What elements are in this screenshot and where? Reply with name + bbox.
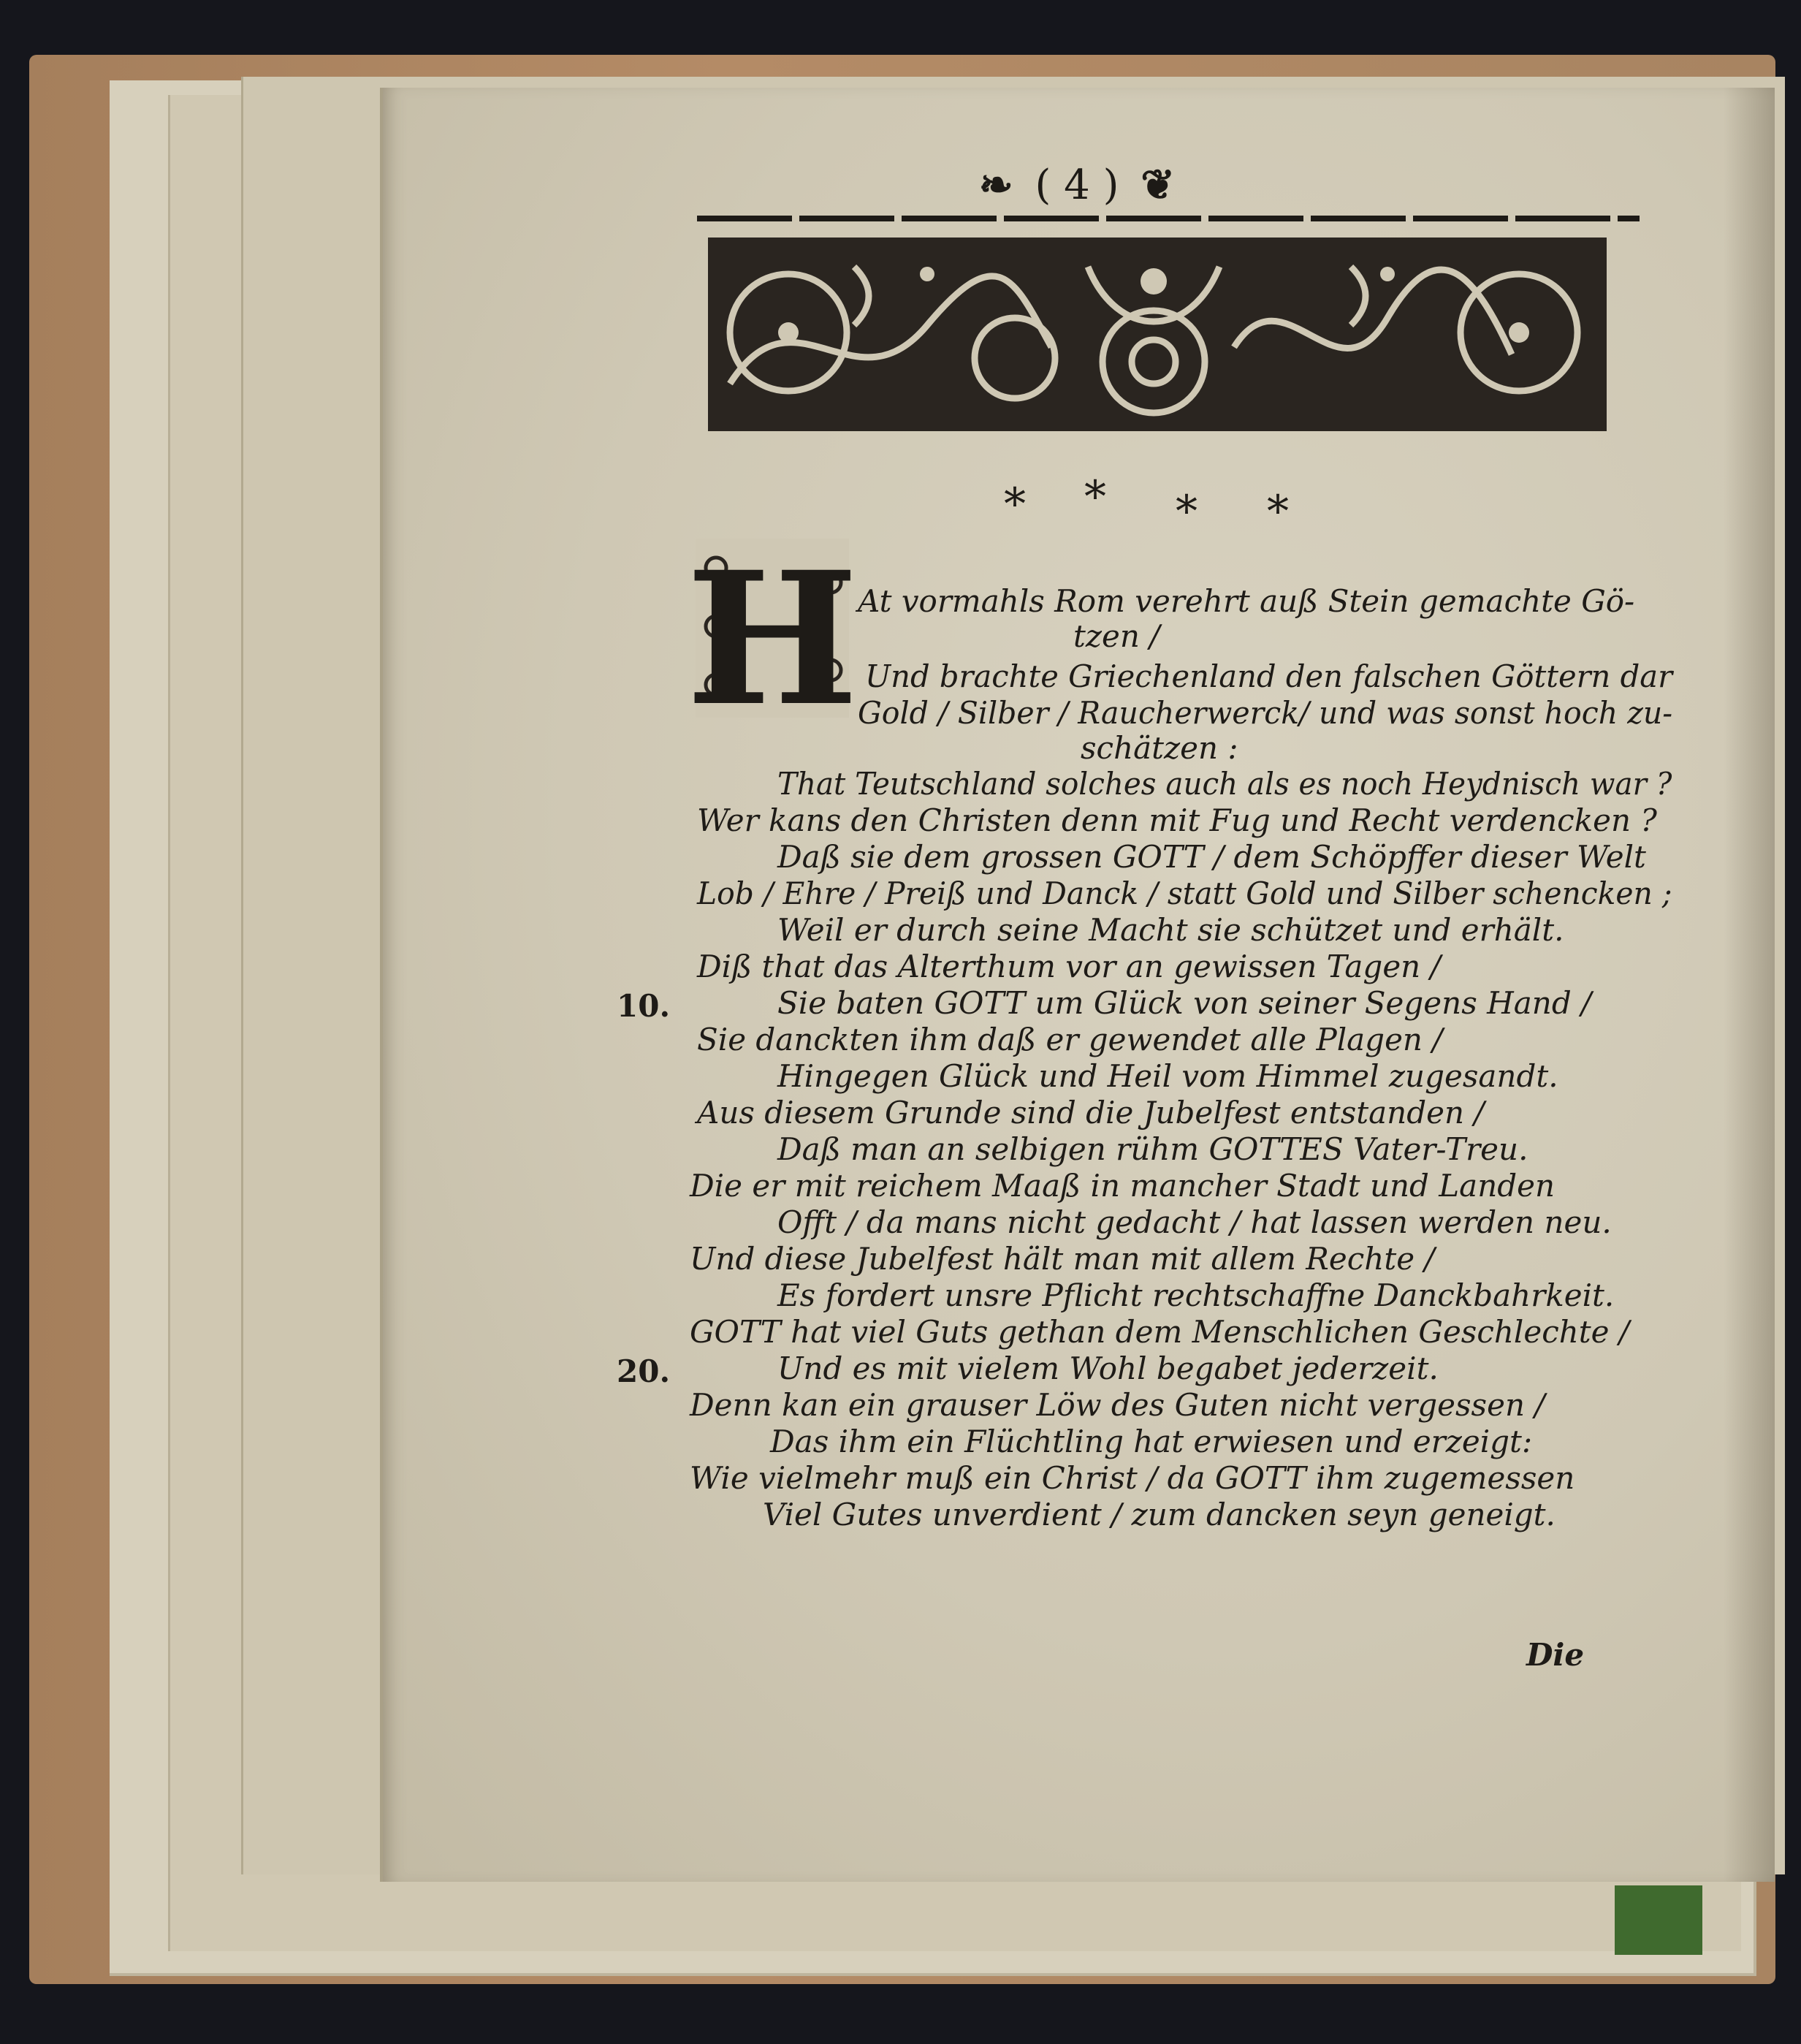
initial-letter: H <box>685 531 859 746</box>
text-line: Es fordert unsre Pflicht rechtschaffne Danckbahrkeit. <box>777 1277 1615 1313</box>
green-tab <box>1615 1885 1702 1955</box>
text-line: Daß sie dem grossen GOTT / dem Schöpffer dieser Welt <box>777 839 1646 875</box>
asterisk: * <box>1176 486 1198 537</box>
text-line: Offt / da mans nicht gedacht / hat lassen werden neu. <box>777 1204 1612 1240</box>
asterism <box>1004 471 1311 537</box>
text-line: Gold / Silber / Raucherwerck/ und was sonst hoch zu- <box>858 695 1673 731</box>
floral-headpiece-ornament-icon <box>708 238 1607 431</box>
text-line: Sie baten GOTT um Glück von seiner Segens Hand / <box>777 985 1592 1021</box>
text-line: Viel Gutes unverdient / zum dancken seyn geneigt. <box>763 1497 1556 1532</box>
text-line: Diß that das Alterthum vor an gewissen Tagen / <box>697 949 1441 984</box>
text-line: Und diese Jubelfest hält man mit allem Rechte / <box>690 1241 1435 1277</box>
catchword: Die <box>1526 1637 1585 1673</box>
text-line: Daß man an selbigen rühm GOTTES Vater-Treu. <box>777 1131 1528 1167</box>
text-line: That Teutschland solches auch als es noch Heydnisch war ? <box>777 766 1672 802</box>
text-line: Denn kan ein grauser Löw des Guten nicht vergessen / <box>690 1387 1545 1423</box>
header-rule <box>697 216 1640 221</box>
text-line: schätzen : <box>1081 730 1238 766</box>
text-line: Wer kans den Christen denn mit Fug und Recht verdencken ? <box>697 802 1657 838</box>
right-ornament-icon: ❦ <box>1141 161 1176 209</box>
text-line: Hingegen Glück und Heil vom Himmel zugesandt. <box>777 1058 1558 1094</box>
line-number: 20. <box>617 1353 671 1389</box>
text-line: At vormahls Rom verehrt auß Stein gemachte Gö- <box>858 583 1635 619</box>
book-page <box>380 88 1775 1882</box>
left-ornament-icon: ❧ <box>978 161 1013 209</box>
text-line: Weil er durch seine Macht sie schützet und erhält. <box>777 912 1564 948</box>
text-line: Und es mit vielem Wohl begabet jederzeit. <box>777 1350 1439 1386</box>
asterisk: * <box>1084 471 1106 523</box>
line-number: 10. <box>617 988 671 1024</box>
text-line: Und brachte Griechenland den falschen Göttern dar <box>865 658 1673 694</box>
text-line: Das ihm ein Flüchtling hat erwiesen und erzeigt: <box>770 1424 1533 1459</box>
text-line: Lob / Ehre / Preiß und Danck / statt Gold und Silber schencken ; <box>697 875 1672 911</box>
text-line: Sie danckten ihm daß er gewendet alle Plagen / <box>697 1022 1443 1057</box>
page-number: ( 4 ) <box>1035 162 1119 209</box>
text-line: GOTT hat viel Guts gethan dem Menschlichen Geschlechte / <box>690 1314 1630 1350</box>
decorated-initial-h <box>685 531 859 746</box>
asterisk: * <box>1004 479 1026 530</box>
text-line: Wie vielmehr muß ein Christ / da GOTT ihm zugemessen <box>690 1460 1575 1496</box>
page-gutter-shadow <box>1724 88 1775 1882</box>
text-line: Aus diesem Grunde sind die Jubelfest entstanden / <box>697 1095 1485 1131</box>
asterisk: * <box>1267 486 1289 537</box>
text-line: tzen / <box>1073 618 1160 654</box>
text-line: Die er mit reichem Maaß in mancher Stadt und Landen <box>690 1168 1556 1204</box>
page-header <box>697 161 1457 209</box>
